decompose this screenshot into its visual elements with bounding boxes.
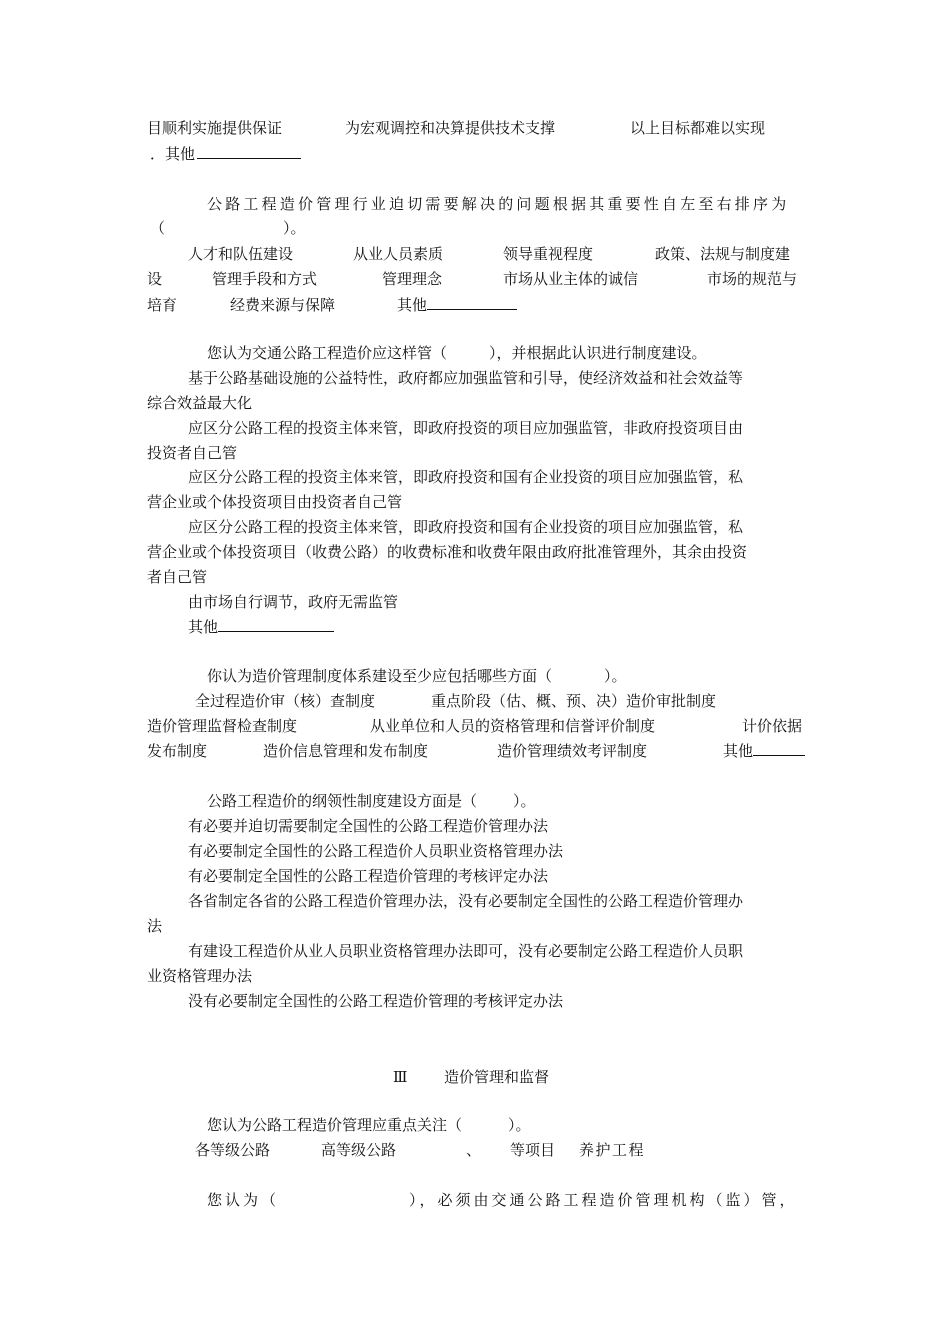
q-prev-other — [150, 144, 301, 164]
q2-option-4-cont2: 者自己管 — [147, 568, 208, 586]
q3-stem-b: ）。 — [604, 667, 627, 685]
q1-option-7: 市场从业主体的诚信 — [503, 270, 639, 288]
q1-open-paren: （ — [150, 219, 166, 237]
q1-other-label: 其他 — [397, 296, 428, 314]
q3-other-label: 其他 — [723, 742, 754, 760]
q1-option-9: 经费来源与保障 — [230, 296, 336, 314]
q-prev-option-c: 以上目标都难以实现 — [630, 119, 766, 137]
q1-option-1: 人才和队伍建设 — [188, 245, 294, 263]
q1-option-4-cont: 设 — [147, 270, 163, 288]
q3-option-4: 从业单位和人员的资格管理和信誉评价制度 — [370, 717, 656, 735]
q5-stem-a: 您认为公路工程造价管理应重点关注（ — [207, 1116, 463, 1134]
q-prev-other-label: ．其他 — [150, 145, 196, 163]
q1-option-2: 从业人员素质 — [353, 245, 444, 263]
q4-option-4-cont: 法 — [147, 917, 163, 935]
q6-stem-b: ），必须由交通公路工程造价管理机构（监）管， — [409, 1191, 798, 1209]
q1-other-blank[interactable] — [427, 295, 517, 310]
q2-option-4: 应区分公路工程的投资主体来管，即政府投资和国有企业投资的项目应加强监管，私 — [188, 518, 744, 536]
section-number: Ⅲ — [393, 1068, 408, 1086]
q3-option-5: 计价依据 — [742, 717, 803, 735]
section-title: 造价管理和监督 — [444, 1068, 550, 1086]
q2-other-label: 其他 — [188, 618, 219, 636]
q2-other-blank[interactable] — [218, 617, 334, 632]
q2-option-2: 应区分公路工程的投资主体来管，即政府投资的项目应加强监管，非政府投资项目由 — [188, 419, 744, 437]
q5-stem-b: ）。 — [508, 1116, 531, 1134]
q2-option-1: 基于公路基础设施的公益特性，政府都应加强监管和引导，使经济效益和社会效益等 — [188, 369, 744, 387]
q2-option-1-cont: 综合效益最大化 — [147, 394, 253, 412]
q2-option-3-cont: 营企业或个体投资项目由投资者自己管 — [147, 493, 403, 511]
q3-option-7: 造价管理绩效考评制度 — [497, 742, 648, 760]
q-prev-other-blank[interactable] — [197, 144, 301, 159]
q3-option-3: 造价管理监督检查制度 — [147, 717, 298, 735]
q4-option-3: 有必要制定全国性的公路工程造价管理的考核评定办法 — [188, 867, 549, 885]
q5-option-4: 养护工程 — [579, 1141, 646, 1159]
q4-option-2: 有必要制定全国性的公路工程造价人员职业资格管理办法 — [188, 842, 564, 860]
q4-option-5: 有建设工程造价从业人员职业资格管理办法即可，没有必要制定公路工程造价人员职 — [188, 942, 744, 960]
q5-option-3: 等项目 — [510, 1141, 556, 1159]
q2-option-5: 由市场自行调节，政府无需监管 — [188, 593, 399, 611]
q1-stem-answer — [150, 218, 306, 238]
q-prev-option-a: 目顺利实施提供保证 — [147, 119, 283, 137]
q2-option-4-cont: 营企业或个体投资项目（收费公路）的收费标准和收费年限由政府批准管理外，其余由投资 — [147, 543, 748, 561]
q5-stem — [207, 1115, 531, 1135]
q5-option-separator: 、 — [466, 1141, 482, 1159]
q5-option-2: 高等级公路 — [321, 1141, 397, 1159]
q1-stem: 公路工程造价管理行业迫切需要解决的问题根据其重要性自左至右排序为 — [207, 195, 790, 213]
q4-option-1: 有必要并迫切需要制定全国性的公路工程造价管理办法 — [188, 817, 549, 835]
q2-stem — [207, 343, 707, 363]
q3-option-8 — [723, 741, 805, 761]
q1-option-4: 政策、法规与制度建 — [655, 245, 791, 263]
q6-stem-a: 您认为（ — [207, 1191, 280, 1209]
q2-stem-b: ），并根据此认识进行制度建设。 — [489, 344, 707, 362]
q3-option-1: 全过程造价审（核）查制度 — [195, 692, 376, 710]
q4-option-6: 没有必要制定全国性的公路工程造价管理的考核评定办法 — [188, 992, 564, 1010]
q4-stem — [207, 791, 536, 811]
q4-stem-b: ）。 — [513, 792, 536, 810]
q4-stem-a: 公路工程造价的纲领性制度建设方面是（ — [207, 792, 478, 810]
q-prev-option-b: 为宏观调控和决算提供技术支撑 — [345, 119, 556, 137]
q3-other-blank[interactable] — [753, 741, 805, 756]
q2-option-2-cont: 投资者自己管 — [147, 444, 238, 462]
q6-stem — [207, 1190, 798, 1210]
q1-option-8-cont: 培育 — [147, 296, 178, 314]
q1-option-6: 管理理念 — [382, 270, 443, 288]
q4-option-5-cont: 业资格管理办法 — [147, 967, 253, 985]
q3-stem-a: 你认为造价管理制度体系建设至少应包括哪些方面（ — [207, 667, 553, 685]
q3-option-5-cont: 发布制度 — [147, 742, 208, 760]
q5-option-1: 各等级公路 — [195, 1141, 271, 1159]
q3-stem — [207, 666, 627, 686]
q1-close-paren: ）。 — [283, 219, 306, 237]
q4-option-4: 各省制定各省的公路工程造价管理办法，没有必要制定全国性的公路工程造价管理办 — [188, 892, 744, 910]
q2-option-3: 应区分公路工程的投资主体来管，即政府投资和国有企业投资的项目应加强监管，私 — [188, 468, 744, 486]
q1-option-10 — [397, 295, 517, 315]
q3-option-6: 造价信息管理和发布制度 — [263, 742, 429, 760]
q2-stem-a: 您认为交通公路工程造价应这样管（ — [207, 344, 448, 362]
q3-option-2: 重点阶段（估、概、预、决）造价审批制度 — [431, 692, 717, 710]
q1-option-8: 市场的规范与 — [707, 270, 798, 288]
q1-option-3: 领导重视程度 — [503, 245, 594, 263]
q2-option-6 — [188, 617, 334, 637]
q1-option-5: 管理手段和方式 — [212, 270, 318, 288]
